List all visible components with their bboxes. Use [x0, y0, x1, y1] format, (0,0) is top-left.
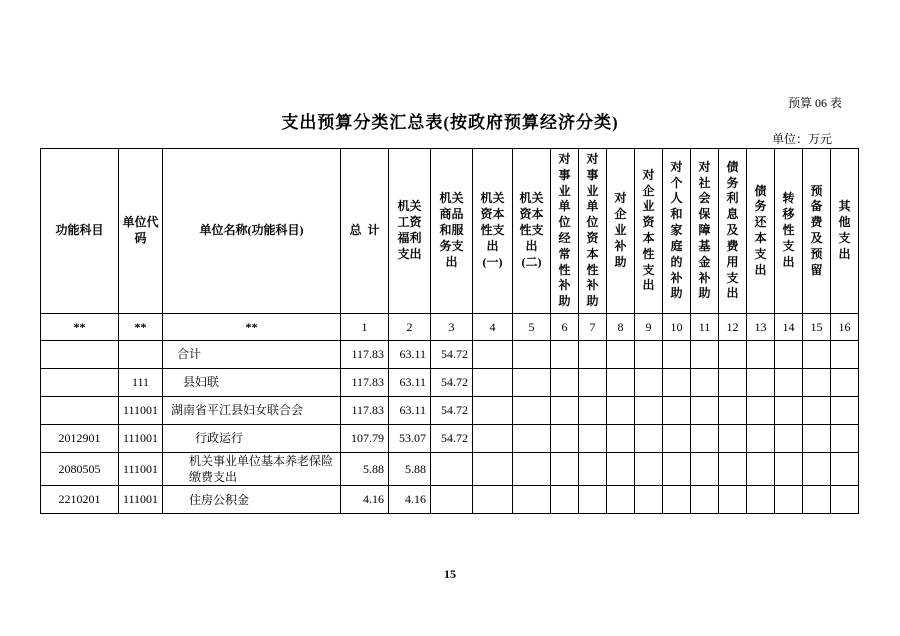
cell-value [775, 341, 803, 369]
cell-value [663, 369, 691, 397]
column-header-label: 单位代码 [122, 215, 159, 245]
column-number: 2 [389, 314, 431, 341]
cell-value [719, 453, 747, 486]
cell-value [775, 369, 803, 397]
column-header [513, 149, 551, 314]
cell-value [607, 369, 635, 397]
column-header [41, 149, 119, 314]
cell-value [691, 425, 719, 453]
cell-value: 117.83 [341, 369, 389, 397]
cell-value [775, 425, 803, 453]
cell-value [635, 425, 663, 453]
cell-value [719, 369, 747, 397]
cell-value [513, 453, 551, 486]
cell-name: 行政运行 [163, 425, 341, 453]
column-header [747, 149, 775, 314]
column-number: 15 [803, 314, 831, 341]
cell-value [473, 425, 513, 453]
column-number: 6 [551, 314, 579, 341]
column-number: ** [41, 314, 119, 341]
cell-value [719, 425, 747, 453]
cell-value [803, 341, 831, 369]
column-header [341, 149, 389, 314]
column-header [431, 149, 473, 314]
cell-value [747, 341, 775, 369]
cell-value [691, 397, 719, 425]
cell-value: 63.11 [389, 397, 431, 425]
cell-value [607, 425, 635, 453]
cell-value [431, 453, 473, 486]
column-number: ** [163, 314, 341, 341]
cell-value [513, 341, 551, 369]
cell-function-code [41, 369, 119, 397]
column-number: 14 [775, 314, 803, 341]
cell-value [473, 397, 513, 425]
column-header [119, 149, 163, 314]
column-header-label: 预备费及预留 [810, 183, 823, 277]
cell-unit-code: 111001 [119, 453, 163, 486]
table-row [41, 453, 859, 486]
cell-value: 4.16 [341, 486, 389, 514]
column-number: 13 [747, 314, 775, 341]
table-row [41, 369, 859, 397]
cell-value [431, 486, 473, 514]
table-row [41, 425, 859, 453]
cell-value [635, 369, 663, 397]
column-header-label: 转移性支出 [782, 191, 795, 269]
cell-value [691, 369, 719, 397]
cell-value [473, 369, 513, 397]
column-header [163, 149, 341, 314]
column-header-label: 功能科目 [55, 223, 104, 238]
cell-value [551, 369, 579, 397]
column-number: 9 [635, 314, 663, 341]
column-header [691, 149, 719, 314]
form-number-label: 预算 06 表 [787, 96, 842, 110]
cell-value [579, 369, 607, 397]
column-number: 1 [341, 314, 389, 341]
cell-unit-code: 111001 [119, 397, 163, 425]
cell-value [803, 397, 831, 425]
cell-value [579, 425, 607, 453]
column-header-label: 对企业补助 [614, 191, 627, 269]
unit-label: 单位：万元 [771, 132, 832, 146]
cell-value [663, 453, 691, 486]
cell-value: 54.72 [431, 425, 473, 453]
column-number: 10 [663, 314, 691, 341]
cell-value [691, 486, 719, 514]
cell-value [803, 425, 831, 453]
column-header-label: 其他支出 [838, 199, 851, 261]
cell-unit-code [119, 341, 163, 369]
cell-value [831, 369, 859, 397]
cell-function-code [41, 341, 119, 369]
column-header-label: 机关资本性支出(一) [480, 191, 505, 269]
cell-function-code: 2012901 [41, 425, 119, 453]
cell-value [663, 397, 691, 425]
cell-value [607, 486, 635, 514]
cell-value [831, 453, 859, 486]
column-header [473, 149, 513, 314]
cell-name: 湖南省平江县妇女联合会 [163, 397, 341, 425]
cell-unit-code: 111001 [119, 486, 163, 514]
cell-value [513, 397, 551, 425]
column-number: 8 [607, 314, 635, 341]
cell-value [831, 486, 859, 514]
cell-value [551, 486, 579, 514]
cell-value [607, 397, 635, 425]
cell-value: 54.72 [431, 341, 473, 369]
cell-value [663, 341, 691, 369]
cell-value [607, 341, 635, 369]
cell-function-code: 2210201 [41, 486, 119, 514]
column-header [803, 149, 831, 314]
column-header-label: 对事业单位经常性补助 [558, 151, 571, 309]
cell-value [831, 341, 859, 369]
cell-value: 117.83 [341, 397, 389, 425]
column-number: 16 [831, 314, 859, 341]
cell-value [831, 397, 859, 425]
cell-value: 5.88 [389, 453, 431, 486]
cell-value [775, 486, 803, 514]
cell-value [513, 425, 551, 453]
cell-value [775, 397, 803, 425]
cell-value: 63.11 [389, 369, 431, 397]
table-row [41, 341, 859, 369]
cell-value [513, 486, 551, 514]
cell-value [473, 486, 513, 514]
cell-value [691, 341, 719, 369]
cell-value [635, 341, 663, 369]
column-header [775, 149, 803, 314]
column-header-label: 对企业资本性支出 [642, 167, 655, 293]
cell-name: 县妇联 [163, 369, 341, 397]
cell-value: 4.16 [389, 486, 431, 514]
cell-function-code: 2080505 [41, 453, 119, 486]
cell-value [607, 453, 635, 486]
budget-table [40, 148, 859, 514]
column-header-label: 债务还本支出 [754, 183, 767, 277]
cell-value: 117.83 [341, 341, 389, 369]
cell-value [719, 486, 747, 514]
column-header-label: 机关资本性支出(二) [519, 191, 544, 269]
cell-value [747, 453, 775, 486]
column-number-row [41, 314, 859, 341]
column-header [831, 149, 859, 314]
cell-name: 合计 [163, 341, 341, 369]
cell-value [551, 425, 579, 453]
cell-value: 54.72 [431, 369, 473, 397]
cell-value: 53.07 [389, 425, 431, 453]
column-header [607, 149, 635, 314]
column-number: 7 [579, 314, 607, 341]
cell-value [663, 486, 691, 514]
cell-value [635, 397, 663, 425]
table-header-row [41, 149, 859, 314]
column-number: 12 [719, 314, 747, 341]
cell-value: 107.79 [341, 425, 389, 453]
cell-value [747, 397, 775, 425]
cell-value [831, 425, 859, 453]
cell-value [635, 486, 663, 514]
column-header-label: 机关工资福利支出 [397, 199, 422, 261]
cell-value: 5.88 [341, 453, 389, 486]
column-number: 4 [473, 314, 513, 341]
column-header-label: 机关商品和服务支出 [439, 191, 464, 269]
cell-value [551, 341, 579, 369]
cell-value [579, 397, 607, 425]
column-number: ** [119, 314, 163, 341]
cell-value [803, 486, 831, 514]
column-header-label: 单位名称(功能科目) [199, 223, 304, 238]
column-number: 3 [431, 314, 473, 341]
cell-value [551, 397, 579, 425]
column-header [719, 149, 747, 314]
cell-value [747, 369, 775, 397]
cell-unit-code: 111 [119, 369, 163, 397]
column-number: 11 [691, 314, 719, 341]
cell-value: 54.72 [431, 397, 473, 425]
cell-value [691, 453, 719, 486]
cell-value [579, 453, 607, 486]
cell-value [719, 397, 747, 425]
cell-unit-code: 111001 [119, 425, 163, 453]
cell-value: 63.11 [389, 341, 431, 369]
page-title: 支出预算分类汇总表(按政府预算经济分类) [281, 113, 619, 132]
column-header-label: 对事业单位资本性补助 [586, 151, 599, 309]
table-row [41, 486, 859, 514]
column-number: 5 [513, 314, 551, 341]
column-header-label: 总 计 [349, 223, 380, 238]
cell-name: 住房公积金 [163, 486, 341, 514]
column-header-label: 对社会保障基金补助 [698, 159, 711, 301]
cell-name: 机关事业单位基本养老保险缴费支出 [163, 453, 341, 486]
cell-value [551, 453, 579, 486]
cell-value [775, 453, 803, 486]
cell-value [803, 369, 831, 397]
cell-value [579, 486, 607, 514]
column-header [663, 149, 691, 314]
table-row [41, 397, 859, 425]
cell-value [747, 425, 775, 453]
cell-function-code [41, 397, 119, 425]
cell-value [473, 453, 513, 486]
page-number: 15 [444, 567, 456, 581]
cell-value [579, 341, 607, 369]
column-header [551, 149, 579, 314]
cell-value [513, 369, 551, 397]
cell-value [719, 341, 747, 369]
cell-value [747, 486, 775, 514]
cell-value [473, 341, 513, 369]
cell-value [803, 453, 831, 486]
column-header-label: 债务利息及费用支出 [726, 159, 739, 301]
column-header [389, 149, 431, 314]
cell-value [663, 425, 691, 453]
column-header [635, 149, 663, 314]
column-header [579, 149, 607, 314]
column-header-label: 对个人和家庭的补助 [670, 159, 683, 301]
cell-value [635, 453, 663, 486]
